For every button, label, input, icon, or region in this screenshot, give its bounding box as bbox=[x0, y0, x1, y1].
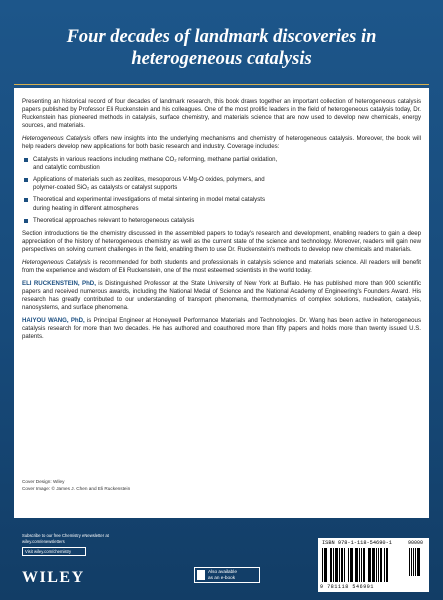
book-title: Heterogeneous Catalysis bbox=[22, 258, 91, 266]
addon-barcode-icon bbox=[409, 548, 426, 576]
divider-rule bbox=[14, 84, 429, 85]
list-item: Theoretical and experimental investigations of metal sintering in model metal catalysts during heating in different atmospheres bbox=[22, 196, 283, 212]
coverage-paragraph: Heterogeneous Catalysis offers new insights into the underlying mechanisms and chemistry of heterogeneous catalysis. Moreover, the book will help readers develop new applications for both basic research and industry. Coverage includes: bbox=[22, 135, 421, 151]
book-title: Heterogeneous Catalysis bbox=[22, 135, 91, 143]
ebook-badge bbox=[194, 567, 260, 583]
isbn-text: ISBN 978-1-118-54690-1 bbox=[322, 540, 392, 546]
context-paragraph: Section introductions tie the chemistry discussed in the assembled papers to today's research and development, enabling readers to gain a deep appreciation of the history of heterogeneous chemistry as well as the current state of the science and technology. Moreover, readers will gain new perspectives on solving current challenges in the field, enabling them to use Dr. Ruckenstein's methods to develop new chemicals and materials. bbox=[22, 229, 421, 253]
list-item: Theoretical approaches relevant to heterogeneous catalysis bbox=[22, 217, 283, 225]
ebook-icon bbox=[197, 570, 205, 580]
bullet-icon bbox=[24, 158, 28, 162]
chemistry-url[interactable]: Visit wiley.com/chemistry bbox=[22, 547, 86, 557]
description bbox=[22, 98, 421, 346]
ean-number: 9 781118 546901 bbox=[320, 584, 375, 590]
barcode-block bbox=[318, 538, 429, 592]
ebook-line-1: Also available bbox=[208, 569, 237, 574]
author-bio: HAIYOU WANG, PhD, is Principal Engineer at Honeywell Performance Materials and Technologies. Dr. Wang has been active in heterogeneous catalysis research for more than two decades. He has authored and coauthored more than fifty papers and holds more than twenty issued U.S. patents. bbox=[22, 317, 421, 341]
bullet-icon bbox=[24, 198, 28, 202]
list-item: Catalysts in various reactions including methane CO₂ reforming, methane partial oxidation, and catalytic combustion bbox=[22, 156, 283, 172]
coverage-list bbox=[22, 156, 421, 224]
bullet-icon bbox=[24, 219, 28, 223]
ebook-line-2: as an e-book bbox=[208, 575, 236, 580]
audience-paragraph: Heterogeneous Catalysis is recommended for both students and professionals in catalysis science and materials science. All readers will benefit from the experience and wisdom of Eli Ruckenstein, one of the most esteemed scientists in the world today. bbox=[22, 258, 421, 274]
publisher-logo: WILEY bbox=[22, 569, 85, 586]
newsletter-text: Subscribe to our free Chemistry eNewsletter at bbox=[22, 533, 109, 538]
headline: Four decades of landmark discoveries in heterogeneous catalysis bbox=[66, 27, 377, 69]
newsletter-block bbox=[22, 533, 142, 556]
cover-credits bbox=[22, 478, 130, 492]
intro-paragraph: Presenting an historical record of four decades of landmark research, this book draws together an important collection of heterogeneous catalysis papers published by Professor Eli Ruckenstein and his colleagues. One of the most prolific leaders in the field of heterogeneous catalysis today, Dr. Ruckenstein has pioneered methods in catalysis, surface chemistry, and materials science that are now used to develop new chemicals, energy sources, and materials. bbox=[22, 98, 421, 130]
list-item: Applications of materials such as zeolites, mesoporous V-Mg-O oxides, polymers, and polymer-coated SiO₂ as catalysts or catalyst supports bbox=[22, 176, 283, 192]
author-name: HAIYOU WANG, PhD, bbox=[22, 317, 85, 325]
author-bio: ELI RUCKENSTEIN, PhD, is Distinguished Professor at the State University of New York at Buffalo. He has published more than 900 scientific papers and received numerous awards, including the National Medal of Science and the National Academy of Engineering's Founders Award. His research has greatly contributed to our understanding of transport phenomena, thermodynamics of complex solutions, nucleation, catalysis, nanosystems, and surface phenomena. bbox=[22, 279, 421, 311]
bullet-icon bbox=[24, 178, 28, 182]
cover-design-credit: Cover Design: Wiley bbox=[22, 479, 65, 484]
newsletter-link[interactable]: wiley.com/enewsletters bbox=[22, 538, 65, 544]
author-name: ELI RUCKENSTEIN, PhD, bbox=[22, 279, 96, 287]
cover-image-credit: Cover Image: © James J. Chen and Eli Ruckenstein bbox=[22, 486, 131, 491]
barcode-icon bbox=[322, 548, 407, 582]
price-addon: 90000 bbox=[408, 540, 424, 546]
